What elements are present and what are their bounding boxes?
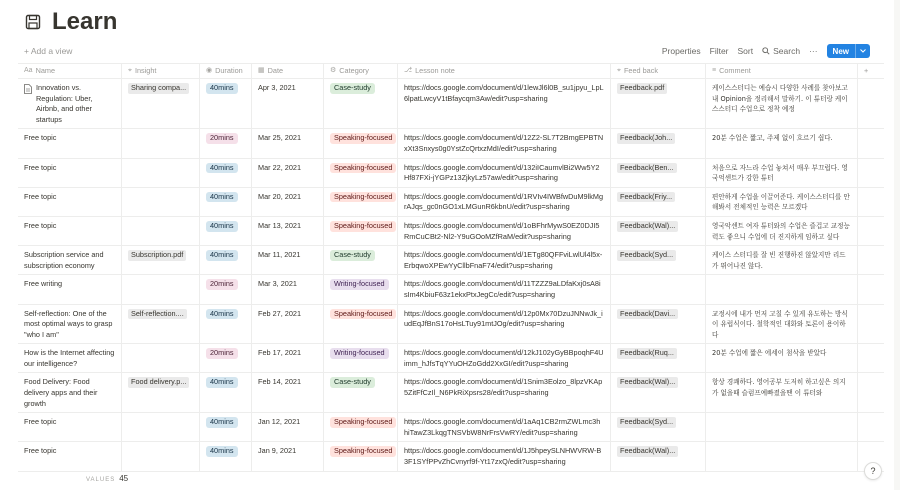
cell-date[interactable]: Mar 25, 2021: [252, 129, 324, 157]
duration-tag: 40mins: [206, 446, 238, 457]
file-attachment[interactable]: Feedback(Wal)...: [617, 221, 678, 232]
cell-lesson-note-link[interactable]: https://docs.google.com/document/d/1ETg80QFFviLwlUl4l5x-ErbqwoXPEwYyCllbFnaF74/edit?usp=sharing: [398, 246, 611, 274]
cell-duration[interactable]: [200, 217, 252, 245]
cell-duration[interactable]: [200, 188, 252, 216]
cell-lesson-note-link[interactable]: https://docs.google.com/document/d/11TZZZ9aLDfaKxj0sA8isIm4KbiuF63z1ekxPtxJegCc/edit?usp=sharing: [398, 275, 611, 303]
row-title[interactable]: How is the Internet affecting our intelligence?: [24, 348, 115, 368]
column-type-icon: ⌖: [617, 66, 621, 74]
column-header-comment[interactable]: [706, 64, 858, 78]
cell-name[interactable]: [18, 129, 122, 157]
duration-tag: 40mins: [206, 83, 238, 94]
cell-comment[interactable]: 20분 수업에 짧은 에세이 첨삭을 받았다: [706, 344, 858, 372]
category-tag: Speaking-focused: [330, 133, 396, 144]
cell-date[interactable]: Mar 11, 2021: [252, 246, 324, 274]
table-row[interactable]: [18, 344, 884, 373]
duration-tag: 40mins: [206, 163, 238, 174]
column-header-label: Feed back: [623, 65, 659, 75]
duration-tag: 40mins: [206, 192, 238, 203]
cell-date[interactable]: Apr 3, 2021: [252, 79, 324, 128]
column-header-feedback[interactable]: [611, 64, 706, 78]
cell-lesson-note-link[interactable]: https://docs.google.com/document/d/132iICaumvlBi2Ww5Y2Hf87FXi-jYGPz13ZjkyLz57aw/edit?usp=sharing: [398, 159, 611, 187]
cell-empty: [858, 129, 884, 157]
column-header-label: Date: [267, 65, 284, 75]
cell-name[interactable]: [18, 159, 122, 187]
cell-category[interactable]: [324, 442, 398, 470]
cell-insight[interactable]: [122, 159, 200, 187]
category-tag: Speaking-focused: [330, 309, 396, 320]
cell-duration[interactable]: [200, 344, 252, 372]
cell-comment[interactable]: 영국악센트 여자 튜터와의 수업은 즐겁고 교정능력도 좋으니 수업에 더 진지하게 임하고 싶다: [706, 217, 858, 245]
cell-name[interactable]: [18, 188, 122, 216]
cell-feedback[interactable]: [611, 275, 706, 303]
column-type-icon: ⎇: [404, 66, 413, 74]
column-type-icon: ⌖: [128, 66, 132, 74]
row-title[interactable]: Innovation vs. Regulation: Uber, Airbnb, and other startups: [36, 83, 93, 124]
cell-feedback[interactable]: [611, 344, 706, 372]
cell-duration[interactable]: [200, 246, 252, 274]
scrollbar[interactable]: [894, 0, 900, 490]
column-header-category[interactable]: [324, 64, 398, 78]
cell-duration[interactable]: [200, 442, 252, 470]
row-title[interactable]: Free topic: [24, 133, 57, 143]
cell-comment[interactable]: 편안하게 수업을 이끌어준다. 케이스스터디를 안해봐서 전체적인 능력은 모르겠다: [706, 188, 858, 216]
cell-insight[interactable]: [122, 373, 200, 412]
cell-name[interactable]: [18, 344, 122, 372]
cell-insight[interactable]: [122, 217, 200, 245]
footer-count: 45: [119, 474, 129, 483]
cell-comment[interactable]: 20분 수업은 짧고, 주제 없이 흐르기 쉽다.: [706, 129, 858, 157]
cell-category[interactable]: [324, 129, 398, 157]
add-view-button[interactable]: + Add a view: [24, 46, 73, 56]
cell-date[interactable]: Feb 14, 2021: [252, 373, 324, 412]
cell-lesson-note-link[interactable]: https://docs.google.com/document/d/1J5hpeySLNHWVRW-B3F1SYfPPvZhCvnyrf9f-Yt17zxQ/edit?usp=sharing: [398, 442, 611, 470]
file-attachment[interactable]: Self-reflection....: [128, 309, 187, 320]
cell-category[interactable]: [324, 305, 398, 344]
duration-tag: 20mins: [206, 348, 238, 359]
cell-feedback[interactable]: [611, 373, 706, 412]
cell-lesson-note-link[interactable]: https://docs.google.com/document/d/12kJ102yGyBBpoqhF4Uimm_hJfsTqYYuOHZoGdd2XxGI/edit?usp=sharing: [398, 344, 611, 372]
column-type-icon: ⚙: [330, 66, 337, 74]
cell-feedback[interactable]: [611, 442, 706, 470]
new-button-label: New: [832, 46, 849, 56]
column-header-label: Name: [35, 65, 56, 75]
save-icon: [24, 12, 42, 32]
cell-feedback[interactable]: [611, 305, 706, 344]
cell-empty: [858, 246, 884, 274]
add-column-button[interactable]: +: [864, 65, 869, 75]
cell-date[interactable]: Mar 22, 2021: [252, 159, 324, 187]
file-attachment[interactable]: Sharing compa...: [128, 83, 189, 94]
file-attachment[interactable]: Food delivery.p...: [128, 377, 189, 388]
column-header-date[interactable]: [252, 64, 324, 78]
search-button[interactable]: [762, 46, 800, 56]
category-tag: Speaking-focused: [330, 221, 396, 232]
cell-feedback[interactable]: [611, 188, 706, 216]
cell-name[interactable]: [18, 217, 122, 245]
cell-empty: [858, 344, 884, 372]
cell-duration[interactable]: [200, 79, 252, 128]
page-icon: [24, 84, 32, 125]
column-header-label: Insight: [134, 65, 157, 75]
category-tag: Case-study: [330, 377, 375, 388]
footer-label: VALUES: [86, 477, 116, 483]
sort-button[interactable]: Sort: [737, 46, 754, 56]
category-tag: Case-study: [330, 250, 375, 261]
cell-feedback[interactable]: [611, 217, 706, 245]
column-header-lesson-note[interactable]: [398, 64, 611, 78]
cell-category[interactable]: [324, 373, 398, 412]
cell-insight[interactable]: [122, 188, 200, 216]
cell-name[interactable]: [18, 442, 122, 470]
cell-empty: [858, 159, 884, 187]
duration-tag: 40mins: [206, 221, 238, 232]
cell-lesson-note-link[interactable]: https://docs.google.com/document/d/1oBFhrMywS0EZ0DJI5RmCuCBt2-Nl2-Y9uGOoMZfRaM/edit?usp=sharing: [398, 217, 611, 245]
column-type-icon: Aa: [24, 66, 33, 74]
cell-category[interactable]: [324, 413, 398, 441]
file-attachment[interactable]: Feedback(Ruq...: [617, 348, 677, 359]
cell-comment[interactable]: 케이스스터디는 예습시 다양한 사례를 찾아보고 내 Opinion을 정리해서 말하기. 이 튜터랑 케이스스터디 수업으로 정착 예정: [706, 79, 858, 128]
cell-category[interactable]: [324, 344, 398, 372]
table-row[interactable]: [18, 217, 884, 246]
cell-date[interactable]: Mar 20, 2021: [252, 188, 324, 216]
duration-tag: 40mins: [206, 417, 238, 428]
cell-feedback[interactable]: [611, 129, 706, 157]
cell-duration[interactable]: [200, 159, 252, 187]
duration-tag: 20mins: [206, 133, 238, 144]
column-header-insight[interactable]: [122, 64, 200, 78]
file-attachment[interactable]: Feedback(Syd...: [617, 250, 676, 261]
database-toolbar: [24, 42, 870, 60]
category-tag: Case-study: [330, 83, 375, 94]
cell-feedback[interactable]: [611, 159, 706, 187]
row-title[interactable]: Free topic: [24, 191, 57, 201]
table-row[interactable]: [18, 373, 884, 413]
page-header: [24, 8, 117, 36]
cell-feedback[interactable]: [611, 79, 706, 128]
row-title[interactable]: Free topic: [24, 162, 57, 172]
cell-insight[interactable]: [122, 79, 200, 128]
cell-insight[interactable]: [122, 275, 200, 303]
table-row[interactable]: [18, 246, 884, 275]
table-row[interactable]: [18, 79, 884, 129]
file-attachment[interactable]: Feedback(Syd...: [617, 417, 676, 428]
category-tag: Writing-focused: [330, 348, 389, 359]
chevron-down-icon[interactable]: [855, 44, 870, 58]
category-tag: Speaking-focused: [330, 446, 396, 457]
duration-tag: 40mins: [206, 377, 238, 388]
row-title[interactable]: Free topic: [24, 417, 57, 427]
cell-date[interactable]: Feb 27, 2021: [252, 305, 324, 344]
cell-date[interactable]: Feb 17, 2021: [252, 344, 324, 372]
search-label: Search: [773, 46, 801, 56]
cell-lesson-note-link[interactable]: https://docs.google.com/document/d/12p0Mx70DzuJNNwJk_iudEqJfBnS17oHsLTuy91mtJOg/edit?usp=sharing: [398, 305, 611, 344]
duration-tag: 40mins: [206, 250, 238, 261]
file-attachment[interactable]: Feedback(Friy...: [617, 192, 675, 203]
table-header: [18, 63, 884, 79]
duration-tag: 40mins: [206, 309, 238, 320]
database-table: [18, 63, 884, 472]
column-header-name[interactable]: [18, 64, 122, 78]
help-button[interactable]: ?: [864, 462, 882, 480]
table-footer: [86, 474, 128, 483]
cell-empty: [858, 413, 884, 441]
file-attachment[interactable]: Feedback(Joh...: [617, 133, 675, 144]
page-title: Learn: [52, 8, 118, 35]
cell-duration[interactable]: [200, 413, 252, 441]
cell-date[interactable]: Mar 13, 2021: [252, 217, 324, 245]
duration-tag: 20mins: [206, 279, 238, 290]
cell-empty: [858, 275, 884, 303]
cell-insight[interactable]: [122, 442, 200, 470]
more-options-button[interactable]: ···: [809, 46, 818, 56]
cell-comment[interactable]: 항상 경쾌하다. 영어공부 도저히 하고싶은 의지가 없을때 슬럼프예빠졌을땐 이 튜터와: [706, 373, 858, 412]
file-attachment[interactable]: Feedback(Wal)...: [617, 446, 678, 457]
cell-lesson-note-link[interactable]: https://docs.google.com/document/d/12Z2-SL7T2BmgEPBTNxXt3Snxys0g0YstZcQrtxzMdI/edit?usp=sharing: [398, 129, 611, 157]
filter-button[interactable]: Filter: [709, 46, 729, 56]
cell-comment[interactable]: 케이스 스터디를 잘 빈 진행하진 않았지만 리드가 뛰어나진 않다.: [706, 246, 858, 274]
cell-name[interactable]: [18, 275, 122, 303]
cell-date[interactable]: Jan 9, 2021: [252, 442, 324, 470]
column-header-duration[interactable]: [200, 64, 252, 78]
column-type-icon: ≡: [712, 66, 717, 74]
column-type-icon: ◉: [206, 66, 213, 74]
table-row[interactable]: [18, 159, 884, 188]
category-tag: Speaking-focused: [330, 192, 396, 203]
cell-lesson-note-link[interactable]: https://docs.google.com/document/d/1aAq1CB2rmZWLmc3hhiTawZ3LkqgTNSVbW8NrFrsVwRY/edit?usp=sharing: [398, 413, 611, 441]
table-row[interactable]: [18, 413, 884, 442]
cell-category[interactable]: [324, 275, 398, 303]
column-header-label: Lesson note: [415, 65, 455, 75]
cell-empty: [858, 79, 884, 128]
column-type-icon: ▦: [258, 66, 265, 74]
cell-comment[interactable]: 교정시에 내가 먼저 고칠 수 있게 유도하는 방식이 유럽식이다. 철학적인 대화와 토론이 용이하다: [706, 305, 858, 344]
file-attachment[interactable]: Feedback(Wal)...: [617, 377, 678, 388]
cell-empty: [858, 373, 884, 412]
category-tag: Writing-focused: [330, 279, 389, 290]
cell-insight[interactable]: [122, 305, 200, 344]
cell-lesson-note-link[interactable]: https://docs.google.com/document/d/1RVIv4IWBfwDuM9lkMgrAJqs_gc0nGO1xLMGunR6kbnU/edit?usp=sharing: [398, 188, 611, 216]
cell-comment[interactable]: [706, 442, 858, 470]
cell-insight[interactable]: [122, 129, 200, 157]
cell-name[interactable]: [18, 413, 122, 441]
cell-category[interactable]: [324, 188, 398, 216]
cell-insight[interactable]: [122, 246, 200, 274]
column-header-label: Category: [339, 65, 369, 75]
cell-name[interactable]: [18, 79, 122, 128]
row-title[interactable]: Free topic: [24, 446, 57, 456]
cell-category[interactable]: [324, 79, 398, 128]
cell-date[interactable]: Jan 12, 2021: [252, 413, 324, 441]
cell-insight[interactable]: [122, 344, 200, 372]
cell-name[interactable]: [18, 305, 122, 344]
cell-date[interactable]: Mar 3, 2021: [252, 275, 324, 303]
cell-empty: [858, 305, 884, 344]
cell-feedback[interactable]: [611, 246, 706, 274]
row-title[interactable]: Subscription service and subscription economy: [24, 250, 104, 270]
cell-duration[interactable]: [200, 305, 252, 344]
cell-duration[interactable]: [200, 129, 252, 157]
row-title[interactable]: Free writing: [24, 279, 63, 289]
file-attachment[interactable]: Feedback(Ben...: [617, 163, 677, 174]
category-tag: Speaking-focused: [330, 417, 396, 428]
cell-duration[interactable]: [200, 275, 252, 303]
column-header-label: Duration: [215, 65, 243, 75]
table-row[interactable]: [18, 275, 884, 304]
file-attachment[interactable]: Feedback(Davi...: [617, 309, 678, 320]
table-row[interactable]: [18, 129, 884, 158]
cell-insight[interactable]: [122, 413, 200, 441]
row-title[interactable]: Self-reflection: One of the most optimal ways to grasp "who I am": [24, 308, 113, 339]
table-row[interactable]: [18, 188, 884, 217]
table-row[interactable]: [18, 305, 884, 345]
cell-lesson-note-link[interactable]: https://docs.google.com/document/d/1Snim3Eolzo_8lpzVKAp5ZitFfCzIl_N6PkRiXpsrs28/edit?usp=sharing: [398, 373, 611, 412]
cell-category[interactable]: [324, 159, 398, 187]
cell-comment[interactable]: [706, 413, 858, 441]
cell-empty: [858, 217, 884, 245]
search-icon: [762, 47, 770, 55]
cell-comment[interactable]: 처음으로 자느라 수업 놓쳐서 매우 부끄럽다. 영국억센트가 강한 튜터: [706, 159, 858, 187]
file-attachment[interactable]: Feedback.pdf: [617, 83, 667, 94]
category-tag: Speaking-focused: [330, 163, 396, 174]
cell-category[interactable]: [324, 217, 398, 245]
column-header-label: Comment: [719, 65, 751, 75]
cell-empty: [858, 188, 884, 216]
cell-comment[interactable]: [706, 275, 858, 303]
row-title[interactable]: Free topic: [24, 220, 57, 230]
file-attachment[interactable]: Subscription.pdf: [128, 250, 186, 261]
new-button[interactable]: [827, 44, 870, 58]
table-row[interactable]: [18, 442, 884, 471]
row-title[interactable]: Food Delivery: Food delivery apps and their growth: [24, 377, 98, 408]
cell-duration[interactable]: [200, 373, 252, 412]
cell-lesson-note-link[interactable]: https://docs.google.com/document/d/1lewJl6l0B_su1jpyu_LpL6lpatLwcyV1tBfaycqm3Aw/edit?usp=sharing: [398, 79, 611, 128]
cell-name[interactable]: [18, 246, 122, 274]
cell-name[interactable]: [18, 373, 122, 412]
properties-button[interactable]: Properties: [661, 46, 701, 56]
cell-category[interactable]: [324, 246, 398, 274]
cell-feedback[interactable]: [611, 413, 706, 441]
